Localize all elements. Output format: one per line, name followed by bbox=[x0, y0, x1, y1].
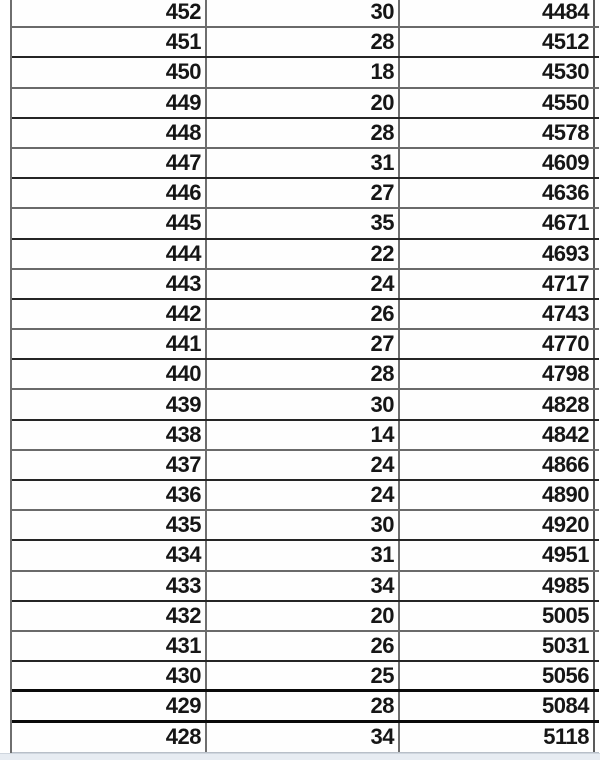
table-cell[interactable]: 449 bbox=[12, 89, 207, 117]
table-cell[interactable]: 447 bbox=[12, 149, 207, 177]
table-cell[interactable]: 441 bbox=[12, 330, 207, 358]
table-row bbox=[12, 330, 599, 360]
table-cell[interactable]: 25 bbox=[207, 662, 400, 689]
table-cell[interactable]: 14 bbox=[207, 421, 400, 449]
table-cell[interactable]: 28 bbox=[207, 28, 400, 56]
table-cell[interactable]: 4951 bbox=[400, 541, 595, 569]
table-row bbox=[12, 662, 599, 692]
table-cell[interactable]: 4550 bbox=[400, 89, 595, 117]
table-cell[interactable]: 5005 bbox=[400, 602, 595, 630]
table-row bbox=[12, 360, 599, 390]
table-row bbox=[12, 300, 599, 330]
table-cell[interactable]: 20 bbox=[207, 602, 400, 630]
table-row bbox=[12, 28, 599, 58]
table-cell[interactable]: 433 bbox=[12, 572, 207, 600]
table-cell[interactable]: 4609 bbox=[400, 149, 595, 177]
table-cell[interactable]: 4671 bbox=[400, 209, 595, 237]
table-cell[interactable]: 5084 bbox=[400, 692, 595, 719]
table-cell[interactable]: 24 bbox=[207, 481, 400, 509]
table-cell[interactable]: 450 bbox=[12, 58, 207, 86]
table-cell[interactable]: 4512 bbox=[400, 28, 595, 56]
table-row bbox=[12, 58, 599, 88]
table-row bbox=[12, 119, 599, 149]
table-cell[interactable]: 30 bbox=[207, 390, 400, 418]
table-row bbox=[12, 149, 599, 179]
table-cell[interactable]: 434 bbox=[12, 541, 207, 569]
table-row bbox=[12, 89, 599, 119]
table-row bbox=[12, 390, 599, 420]
table-cell[interactable]: 432 bbox=[12, 602, 207, 630]
table-row bbox=[12, 421, 599, 451]
table-cell[interactable]: 4636 bbox=[400, 179, 595, 207]
table-cell[interactable]: 442 bbox=[12, 300, 207, 328]
table-row bbox=[12, 511, 599, 541]
table-cell[interactable]: 437 bbox=[12, 451, 207, 479]
table-row bbox=[12, 179, 599, 209]
table-cell[interactable]: 430 bbox=[12, 662, 207, 689]
table-cell[interactable]: 4743 bbox=[400, 300, 595, 328]
table-cell[interactable]: 24 bbox=[207, 451, 400, 479]
table-cell[interactable]: 24 bbox=[207, 270, 400, 298]
table-cell[interactable]: 35 bbox=[207, 209, 400, 237]
table-cell[interactable]: 4985 bbox=[400, 572, 595, 600]
table-cell[interactable]: 5056 bbox=[400, 662, 595, 689]
table-cell[interactable]: 4866 bbox=[400, 451, 595, 479]
table-cell[interactable]: 4842 bbox=[400, 421, 595, 449]
table-row bbox=[12, 602, 599, 632]
table-cell[interactable]: 26 bbox=[207, 632, 400, 660]
table-cell[interactable]: 435 bbox=[12, 511, 207, 539]
bottom-strip bbox=[0, 753, 600, 760]
table-cell[interactable]: 5118 bbox=[400, 723, 595, 752]
table-cell[interactable]: 4530 bbox=[400, 58, 595, 86]
table-cell[interactable]: 5031 bbox=[400, 632, 595, 660]
table-cell[interactable]: 26 bbox=[207, 300, 400, 328]
table-cell[interactable]: 4920 bbox=[400, 511, 595, 539]
table-cell[interactable]: 431 bbox=[12, 632, 207, 660]
table-cell[interactable]: 31 bbox=[207, 541, 400, 569]
table-cell[interactable]: 445 bbox=[12, 209, 207, 237]
table-cell[interactable]: 440 bbox=[12, 360, 207, 388]
table-row bbox=[12, 240, 599, 270]
table-cell[interactable]: 4798 bbox=[400, 360, 595, 388]
table-cell[interactable]: 27 bbox=[207, 330, 400, 358]
table-cell[interactable]: 439 bbox=[12, 390, 207, 418]
table-row bbox=[12, 270, 599, 300]
table-cell[interactable]: 452 bbox=[12, 0, 207, 26]
table-row bbox=[12, 209, 599, 239]
table-cell[interactable]: 20 bbox=[207, 89, 400, 117]
data-table bbox=[10, 0, 599, 753]
table-row bbox=[12, 451, 599, 481]
table-row bbox=[12, 0, 599, 28]
table-row bbox=[12, 481, 599, 511]
table-cell[interactable]: 428 bbox=[12, 723, 207, 752]
table-cell[interactable]: 30 bbox=[207, 511, 400, 539]
table-row bbox=[12, 541, 599, 571]
table-cell[interactable]: 451 bbox=[12, 28, 207, 56]
table-cell[interactable]: 28 bbox=[207, 692, 400, 719]
table-cell[interactable]: 429 bbox=[12, 692, 207, 719]
table-cell[interactable]: 4770 bbox=[400, 330, 595, 358]
table-cell[interactable]: 4828 bbox=[400, 390, 595, 418]
table-cell[interactable]: 4890 bbox=[400, 481, 595, 509]
table-row bbox=[12, 632, 599, 662]
table-cell[interactable]: 31 bbox=[207, 149, 400, 177]
table-cell[interactable]: 436 bbox=[12, 481, 207, 509]
table-cell[interactable]: 4578 bbox=[400, 119, 595, 147]
table-cell[interactable]: 448 bbox=[12, 119, 207, 147]
table-cell[interactable]: 28 bbox=[207, 119, 400, 147]
table-cell[interactable]: 438 bbox=[12, 421, 207, 449]
table-cell[interactable]: 30 bbox=[207, 0, 400, 26]
table-row bbox=[12, 572, 599, 602]
table-row bbox=[12, 723, 599, 753]
table-cell[interactable]: 444 bbox=[12, 240, 207, 268]
table-cell[interactable]: 28 bbox=[207, 360, 400, 388]
table-cell[interactable]: 34 bbox=[207, 723, 400, 752]
table-cell[interactable]: 18 bbox=[207, 58, 400, 86]
table-row bbox=[12, 692, 599, 722]
table-cell[interactable]: 4717 bbox=[400, 270, 595, 298]
table-cell[interactable]: 446 bbox=[12, 179, 207, 207]
table-cell[interactable]: 4693 bbox=[400, 240, 595, 268]
table-cell[interactable]: 4484 bbox=[400, 0, 595, 26]
table-cell[interactable]: 27 bbox=[207, 179, 400, 207]
table-cell[interactable]: 22 bbox=[207, 240, 400, 268]
table-cell[interactable]: 34 bbox=[207, 572, 400, 600]
table-cell[interactable]: 443 bbox=[12, 270, 207, 298]
